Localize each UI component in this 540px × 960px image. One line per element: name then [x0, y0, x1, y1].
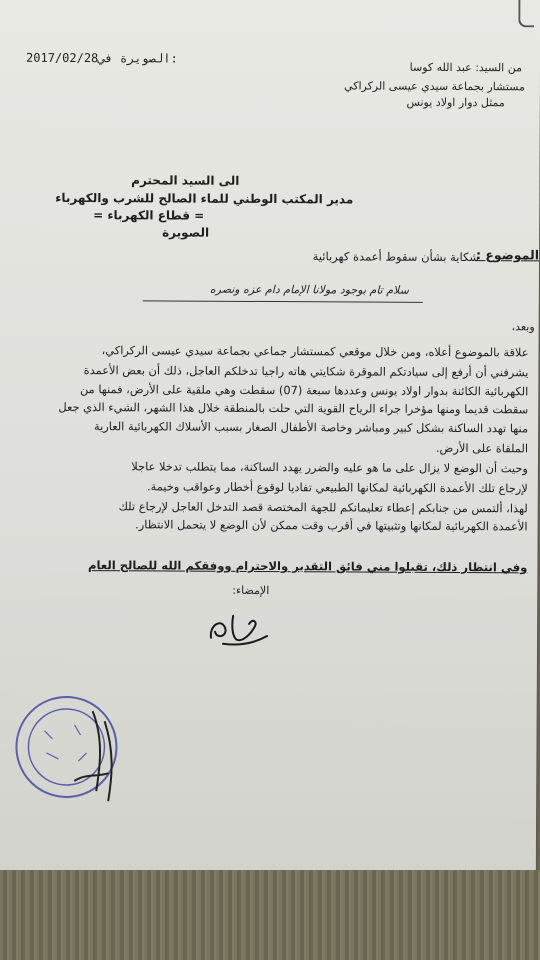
body-line: الكهربائية الكائنة بدوار اولاد يونس وعددها سبعة (07) سقطت وهي ملقية على الأرض، فمنها من [79, 382, 529, 399]
sender-name: من السيد: عبد الله كوسا [409, 60, 523, 75]
salutation: سلام تام بوجود مولانا الإمام دام عزه ونصره [209, 282, 409, 297]
signature-label: الإمضاء: [232, 583, 270, 598]
salutation-underline [143, 300, 423, 302]
body-line: لهذا، ألتمس من جنابكم إعطاء تعليماتكم للجهة المختصة قصد التدخل العاجل لإرجاع تلك [118, 499, 528, 516]
handwritten-signature [203, 608, 273, 648]
recipient-city: الصويرة [162, 225, 210, 240]
body-line: علاقة بالموضوع أعلاه، ومن خلال موقعي كمستشار جماعي بجماعة سيدي عيسى الركراكي، [101, 343, 529, 360]
recipient-office: مدير المكتب الوطني للماء الصالح للشرب والكهرباء [55, 190, 354, 207]
body-line: الملقاة على الأرض. [435, 440, 529, 456]
official-stamp [4, 681, 135, 812]
subject-label: الموضوع : [475, 247, 540, 263]
closing-line: وفي انتظار ذلك، تقبلوا مني فائق التقدير والاحترام ووفقكم الله للصالح العام [87, 558, 528, 575]
body-line: سقطت قديما ومنها مؤخرا جراء الرياح القوية التي حلت بالمنطقة خلال هذا الشهر، الشيء الذي جعل [58, 399, 529, 417]
letter-date: 2017/02/28الصويرة في: [26, 50, 178, 66]
sender-role: ممثل دوار اولاد يونس [406, 95, 505, 110]
sender-title: مستشار بجماعة سيدي عيسى الركراكي [344, 79, 525, 94]
paper-clip [518, 0, 534, 27]
body-line: منها تهدد الساكنة بشكل كبير ومباشر وخاصة الأطفال الصغار بسبب الأسلاك الكهربائية العارية [93, 419, 529, 436]
body-line: يشرفني أن أرفع إلى سيادتكم الموقرة شكايتي هاته راجيا تدخلكم العاجل، ذلك أن بعض الأعمدة [83, 363, 529, 380]
recipient-greeting: الى السيد المحترم [131, 173, 240, 188]
floor-background [0, 870, 540, 960]
opening: وبعد، [511, 320, 535, 334]
subject-text: شكاية بشأن سقوط أعمدة كهربائية [312, 249, 480, 265]
body-line: وحيث أن الوضع لا يزال على ما هو عليه والضرر يهدد الساكنة، مما يتطلب تدخلا عاجلا [131, 459, 528, 476]
body-line: الأعمدة الكهربائية لمكانها وتثبيتها في أقرب وقت ممكن لأن الوضع لا يتحمل الانتظار. [135, 517, 528, 534]
body-line: لإرجاع تلك الأعمدة الكهربائية لمكانها الطبيعي تفاديا لوقوع أخطار وعواقب وخيمة. [146, 479, 528, 496]
recipient-sector: = قطاع الكهرباء = [93, 208, 205, 223]
